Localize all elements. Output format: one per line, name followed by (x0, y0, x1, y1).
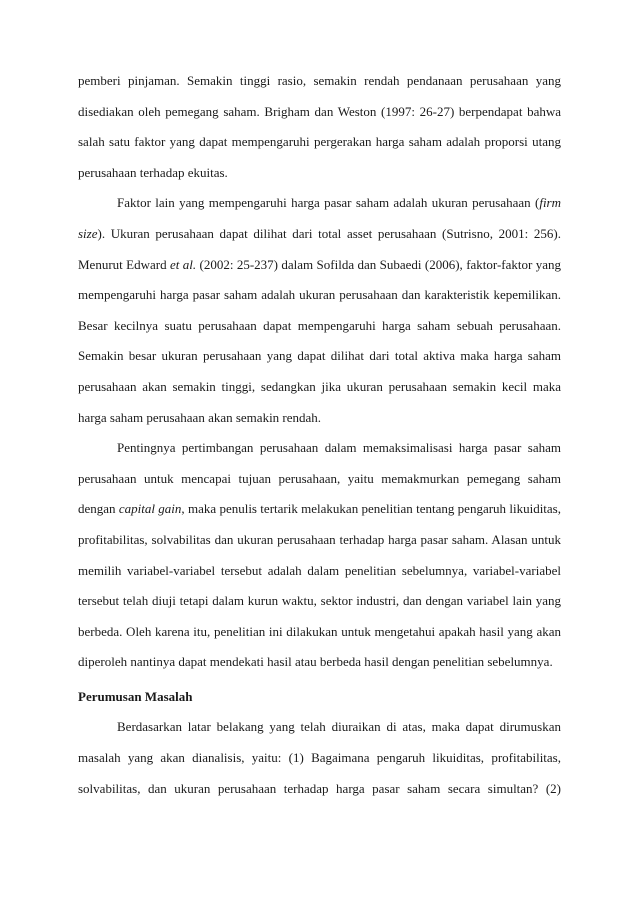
text-line (78, 250, 561, 281)
text-run: perusahaan terhadap ekuitas. (78, 164, 228, 180)
text-run: Faktor lain yang mempengaruhi harga pasar saham adalah ukuran perusahaan ( (117, 195, 540, 211)
body-text (78, 66, 561, 678)
text-line (78, 158, 561, 189)
text-line (78, 464, 561, 495)
italic-text: size (78, 225, 98, 241)
text-run: Pentingnya pertimbangan perusahaan dalam memaksimalisasi harga pasar saham (117, 440, 561, 456)
text-run: dengan (78, 501, 119, 517)
text-line (78, 433, 561, 464)
text-line (78, 494, 561, 525)
italic-text: firm (539, 195, 561, 211)
section-heading: Perumusan Masalah (78, 688, 193, 704)
text-run: pemberi pinjaman. Semakin tinggi rasio, semakin rendah pendanaan perusahaan yang (78, 73, 561, 88)
text-run: memilih variabel-variabel tersebut adalah dalam penelitian sebelumnya, variabel-variabel (78, 562, 561, 578)
text-line (78, 372, 561, 403)
text-run: harga saham perusahaan akan semakin rendah. (78, 409, 322, 425)
text-run: , maka penulis tertarik melakukan penelitian tentang pengaruh likuiditas, (181, 501, 561, 517)
text-line (78, 525, 561, 556)
paragraph (78, 66, 561, 188)
text-line (78, 188, 561, 219)
paragraph (78, 433, 561, 678)
text-run: masalah yang akan dianalisis, yaitu: (1) Bagaimana pengaruh likuiditas, profitabilitas, (78, 750, 561, 766)
text-line (78, 403, 561, 434)
text-run: perusahaan akan semakin tinggi, sedangkan jika ukuran perusahaan semakin kecil maka (78, 378, 561, 394)
text-line (78, 556, 561, 587)
text-run: disediakan oleh pemegang saham. Brigham dan Weston (1997: 26-27) berpendapat bahwa (78, 103, 561, 119)
section-paragraph (78, 712, 561, 804)
text-line (78, 774, 561, 805)
text-line (78, 97, 561, 128)
text-run: (2002: 25-237) dalam Sofilda dan Subaedi (2006), faktor-faktor yang (196, 256, 561, 272)
paragraph (78, 188, 561, 433)
text-run: tersebut telah diuji tetapi dalam kurun waktu, sektor industri, dan dengan variabel lain yang (78, 593, 561, 609)
text-run: salah satu faktor yang dapat mempengaruhi pergerakan harga saham adalah proporsi utang (78, 134, 561, 150)
text-run: solvabilitas, dan ukuran perusahaan terhadap harga pasar saham secara simultan? (2) (78, 780, 561, 796)
text-line (78, 280, 561, 311)
text-line (78, 743, 561, 774)
text-line (78, 586, 561, 617)
text-run: Menurut Edward (78, 256, 170, 272)
italic-text: et al. (169, 256, 197, 272)
text-run: ). Ukuran perusahaan dapat dilihat dari total asset perusahaan (Sutrisno, 2001: 256). (97, 225, 561, 241)
text-run: mempengaruhi harga pasar saham adalah ukuran perusahaan dan karakteristik kepemilikan. (78, 287, 561, 303)
text-line (78, 127, 561, 158)
document-page (78, 66, 561, 804)
paragraph (78, 712, 561, 804)
text-line (78, 219, 561, 250)
text-run: diperoleh nantinya dapat mendekati hasil atau berbeda hasil dengan penelitian sebelumnya. (78, 654, 553, 670)
text-run: Berdasarkan latar belakang yang telah diuraikan di atas, maka dapat dirumuskan (117, 719, 561, 735)
text-run: berbeda. Oleh karena itu, penelitian ini dilakukan untuk mengetahui apakah hasil yang akan (78, 623, 561, 639)
text-run: profitabilitas, solvabilitas dan ukuran perusahaan terhadap harga pasar saham. Alasan untuk (78, 531, 561, 547)
text-run: perusahaan untuk mencapai tujuan perusahaan, yaitu memakmurkan pemegang saham (78, 470, 561, 486)
text-line (78, 647, 561, 678)
italic-text: capital gain (118, 501, 182, 517)
text-line (78, 712, 561, 743)
text-line (78, 341, 561, 372)
text-line (78, 617, 561, 648)
text-line (78, 311, 561, 342)
text-line (78, 66, 561, 97)
text-run: Besar kecilnya suatu perusahaan dapat mempengaruhi harga saham sebuah perusahaan. (78, 317, 561, 333)
text-run: Semakin besar ukuran perusahaan yang dapat dilihat dari total aktiva maka harga saham (78, 348, 561, 364)
